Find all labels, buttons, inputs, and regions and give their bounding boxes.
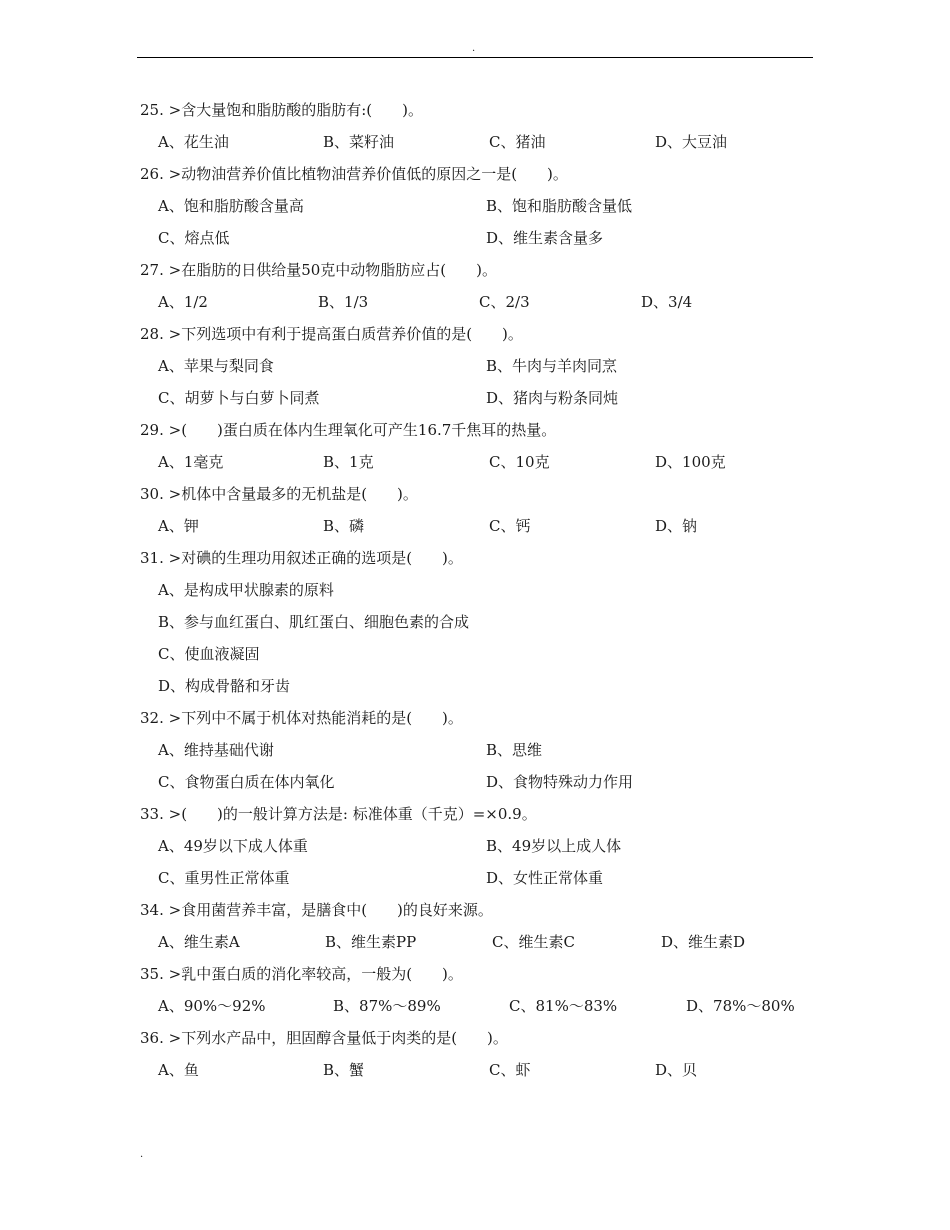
option-c: C、猪油 [489, 133, 546, 151]
option-c: C、10克 [489, 453, 550, 471]
question-30-stem: 30. >机体中含量最多的无机盐是( )。 [140, 485, 418, 503]
question-31-stem: 31. >对碘的生理功用叙述正确的选项是( )。 [140, 549, 463, 567]
option-b: B、菜籽油 [323, 133, 395, 151]
option-a: A、饱和脂肪酸含量高 [158, 197, 304, 215]
question-28-stem: 28. >下列选项中有利于提高蛋白质营养价值的是( )。 [140, 325, 523, 343]
option-c: C、2/3 [479, 293, 530, 311]
question-34-options [140, 926, 816, 958]
header-mark: . [472, 43, 476, 54]
option-b: B、思维 [486, 741, 543, 759]
question-33-options-row1 [140, 830, 816, 862]
option-a: A、苹果与梨同食 [158, 357, 274, 375]
option-a: A、维持基础代谢 [158, 741, 274, 759]
option-a: A、花生油 [158, 133, 229, 151]
option-d: D、78%～80% [686, 997, 795, 1015]
option-d: D、构成骨骼和牙齿 [158, 677, 291, 695]
option-d: D、大豆油 [655, 133, 728, 151]
option-d: D、100克 [655, 453, 726, 471]
question-25-options [140, 126, 816, 158]
option-a: A、鱼 [158, 1061, 199, 1079]
option-d: D、钠 [655, 517, 698, 535]
header-rule [137, 57, 813, 58]
question-28-options-row2 [140, 382, 816, 414]
option-d: D、维生素D [661, 933, 746, 951]
option-c: C、81%～83% [509, 997, 618, 1015]
option-d: D、猪肉与粉条同炖 [486, 389, 619, 407]
option-c: C、使血液凝固 [158, 645, 260, 663]
option-c: C、维生素C [492, 933, 575, 951]
question-32-options-row1 [140, 734, 816, 766]
option-a: A、49岁以下成人体重 [158, 837, 308, 855]
question-27-stem: 27. >在脂肪的日供给量50克中动物脂肪应占( )。 [140, 261, 497, 279]
question-28-options-row1 [140, 350, 816, 382]
option-a: A、是构成甲状腺素的原料 [158, 581, 334, 599]
option-b: B、饱和脂肪酸含量低 [486, 197, 633, 215]
option-b: B、1克 [323, 453, 374, 471]
option-d: D、女性正常体重 [486, 869, 604, 887]
question-27-options [140, 286, 816, 318]
option-a: A、1/2 [158, 293, 208, 311]
question-34-stem: 34. >食用菌营养丰富，是膳食中( )的良好来源。 [140, 901, 493, 919]
option-c: C、钙 [489, 517, 531, 535]
option-a: A、维生素A [158, 933, 240, 951]
question-36-options [140, 1054, 816, 1086]
question-29-stem: 29. >( )蛋白质在体内生理氧化可产生16.7千焦耳的热量。 [140, 421, 557, 439]
option-b: B、维生素PP [325, 933, 417, 951]
option-d: D、维生素含量多 [486, 229, 604, 247]
option-d: D、贝 [655, 1061, 698, 1079]
option-b: B、蟹 [323, 1061, 365, 1079]
option-b: B、1/3 [318, 293, 369, 311]
question-32-options-row2 [140, 766, 816, 798]
question-33-options-row2 [140, 862, 816, 894]
question-35-options [140, 990, 816, 1022]
option-c: C、食物蛋白质在体内氧化 [158, 773, 335, 791]
question-35-stem: 35. >乳中蛋白质的消化率较高，一般为( )。 [140, 965, 463, 983]
option-b: B、参与血红蛋白、肌红蛋白、细胞色素的合成 [158, 613, 470, 631]
option-c: C、重男性正常体重 [158, 869, 290, 887]
option-c: C、熔点低 [158, 229, 230, 247]
option-a: A、1毫克 [158, 453, 224, 471]
option-c: C、胡萝卜与白萝卜同煮 [158, 389, 320, 407]
option-d: D、食物特殊动力作用 [486, 773, 634, 791]
option-d: D、3/4 [641, 293, 693, 311]
footer-mark: . [140, 1149, 144, 1160]
option-c: C、虾 [489, 1061, 531, 1079]
question-25-stem: 25. >含大量饱和脂肪酸的脂肪有:( )。 [140, 101, 423, 119]
question-26-options-row1 [140, 190, 816, 222]
option-b: B、磷 [323, 517, 365, 535]
question-26-options-row2 [140, 222, 816, 254]
option-b: B、87%～89% [333, 997, 441, 1015]
question-29-options [140, 446, 816, 478]
question-30-options [140, 510, 816, 542]
question-list [140, 94, 816, 1086]
question-36-stem: 36. >下列水产品中，胆固醇含量低于肉类的是( )。 [140, 1029, 508, 1047]
option-b: B、49岁以上成人体 [486, 837, 622, 855]
question-26-stem: 26. >动物油营养价值比植物油营养价值低的原因之一是( )。 [140, 165, 568, 183]
option-b: B、牛肉与羊肉同烹 [486, 357, 618, 375]
option-a: A、钾 [158, 517, 199, 535]
option-a: A、90%～92% [158, 997, 266, 1015]
question-33-stem: 33. >( )的一般计算方法是: 标准体重（千克）=×0.9。 [140, 805, 537, 823]
question-32-stem: 32. >下列中不属于机体对热能消耗的是( )。 [140, 709, 463, 727]
